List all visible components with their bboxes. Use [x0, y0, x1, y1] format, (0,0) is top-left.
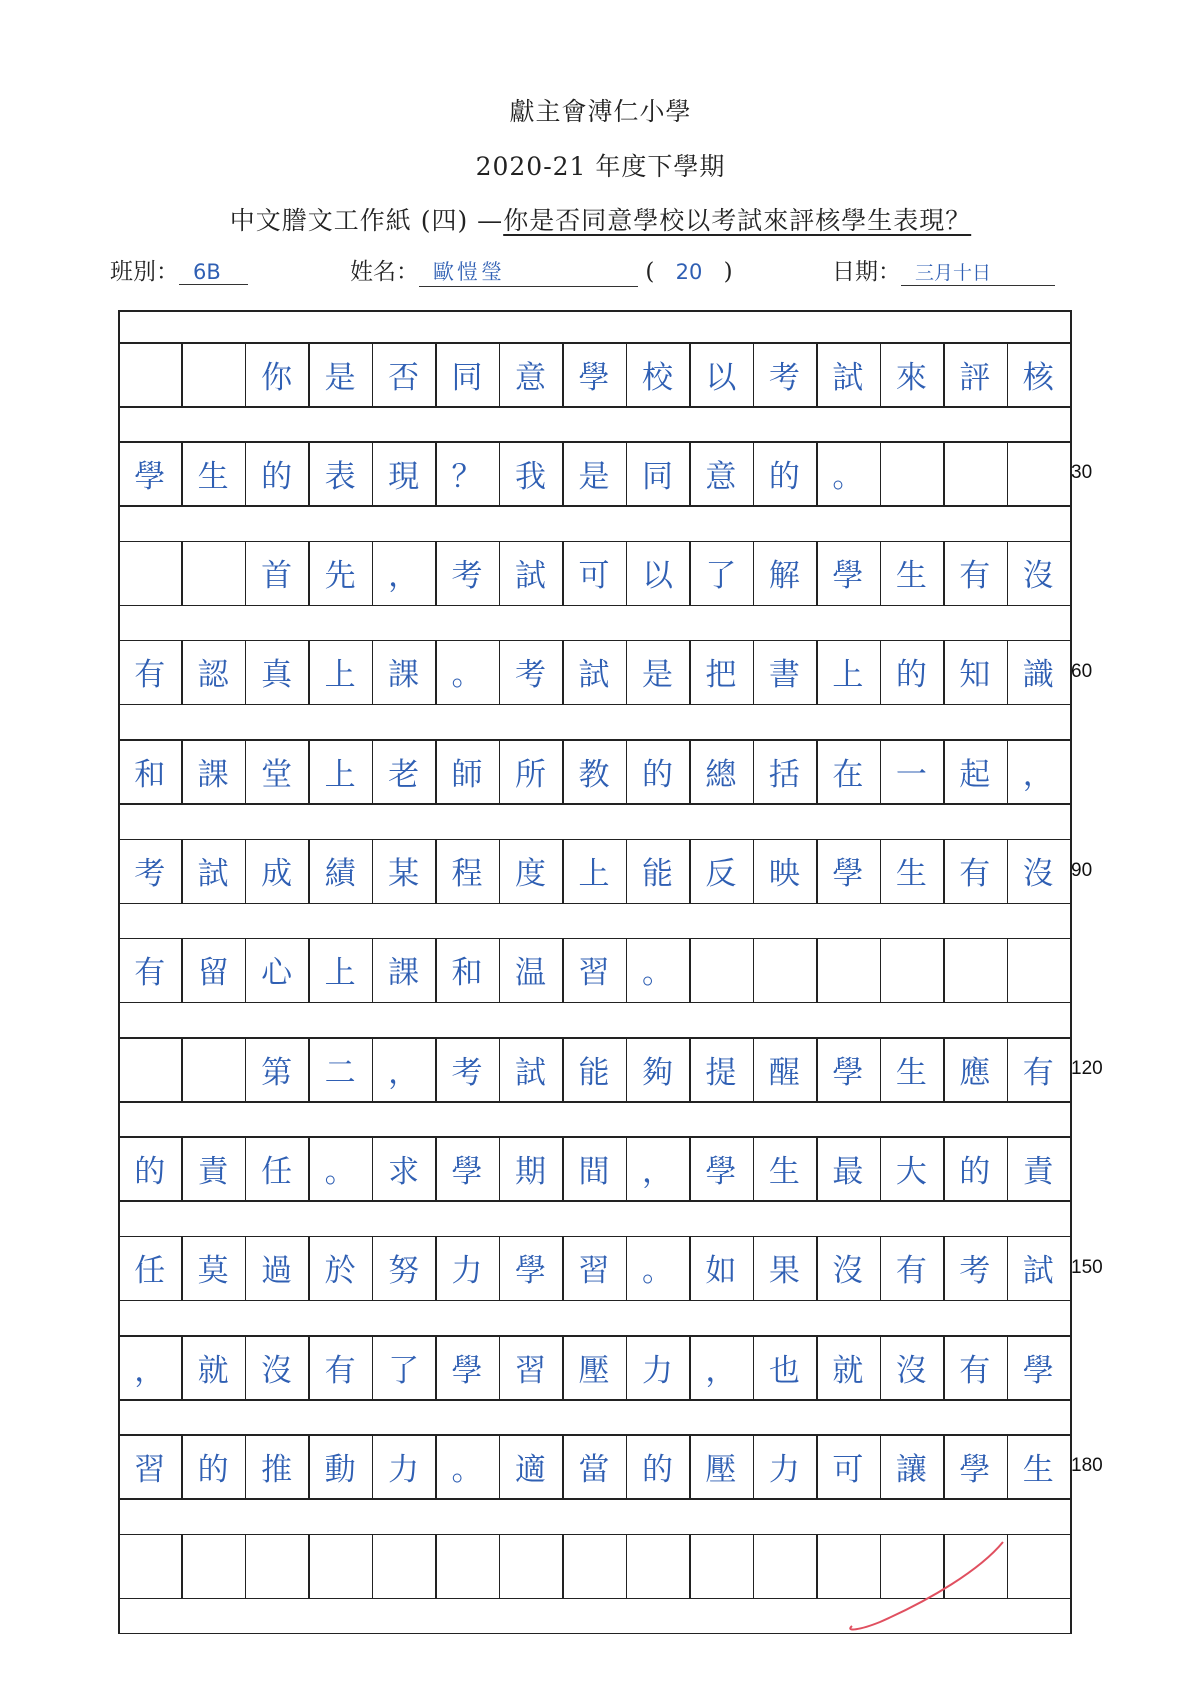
grid-cell: 否 [388, 359, 420, 396]
grid-cell: 的 [134, 1153, 166, 1190]
name-label: 姓名： [350, 259, 419, 285]
grid-cell: 沒 [1022, 558, 1054, 595]
grid-cell [880, 1534, 943, 1598]
grid-cell [689, 938, 752, 1002]
grid-cell: 括 [768, 756, 800, 793]
grid-frame-top [118, 310, 1070, 312]
grid-cell: 力 [388, 1451, 420, 1488]
grid-cell: 映 [768, 856, 800, 892]
grid-cell [118, 342, 181, 406]
grid-cell: 如 [705, 1253, 737, 1290]
grid-cell: 間 [578, 1153, 610, 1190]
grid-row-line [118, 605, 1070, 607]
grid-cell: 應 [959, 1054, 991, 1091]
character-count: 90 [1071, 859, 1093, 881]
grid-cell [118, 1534, 181, 1598]
grid-cell: 的 [959, 1153, 991, 1190]
grid-cell [181, 1534, 244, 1598]
essay-question: 你是否同意學校以考試來評核學生表現？ [503, 206, 972, 235]
grid-cell: 意 [705, 458, 737, 495]
grid-row-line [118, 406, 1070, 408]
grid-cell: 意 [515, 359, 547, 396]
grid-cell: 績 [324, 856, 356, 892]
grid-cell: 試 [1022, 1253, 1054, 1290]
grid-cell: 過 [261, 1253, 293, 1290]
grid-cell: 生 [768, 1153, 800, 1190]
date-label: 日期： [832, 259, 901, 285]
class-label: 班別： [110, 259, 179, 285]
character-count: 60 [1071, 660, 1093, 682]
character-count: 30 [1071, 462, 1093, 484]
grid-cell: 可 [832, 1451, 864, 1488]
grid-cell: 習 [134, 1451, 166, 1488]
grid-cell: 有 [959, 856, 991, 892]
grid-cell: 以 [705, 359, 737, 396]
grid-cell: 。 [451, 657, 483, 694]
grid-cell: 我 [515, 458, 547, 495]
grid-cell: ， [134, 1352, 166, 1389]
grid-cell: 習 [515, 1352, 547, 1389]
grid-cell: 有 [324, 1352, 356, 1389]
grid-cell: 當 [578, 1451, 610, 1488]
grid-cell: 醒 [768, 1054, 800, 1091]
grid-cell: 來 [895, 359, 927, 396]
grid-cell: 的 [197, 1451, 229, 1488]
grid-cell: 上 [578, 856, 610, 892]
class-field [110, 253, 248, 286]
grid-cell: 成 [261, 856, 293, 892]
grid-cell: 能 [578, 1054, 610, 1091]
grid-cell: ， [388, 558, 420, 595]
grid-cell: 教 [578, 756, 610, 793]
grid-cell [753, 1534, 816, 1598]
grid-cell: 老 [388, 756, 420, 793]
grid-cell: 學 [832, 1054, 864, 1091]
grid-row-line [118, 903, 1070, 905]
grid-cell: 習 [578, 955, 610, 992]
character-count: 120 [1071, 1058, 1103, 1080]
grid-cell: 堂 [261, 756, 293, 793]
grid-cell: 試 [832, 359, 864, 396]
grid-cell: ？ [451, 458, 483, 495]
grid-cell: 力 [641, 1352, 673, 1389]
grid-cell: 生 [895, 558, 927, 595]
number-open: ( [645, 259, 655, 285]
grid-cell: 習 [578, 1253, 610, 1290]
grid-cell: 適 [515, 1451, 547, 1488]
grid-row-line [118, 1598, 1070, 1600]
grid-cell: 你 [261, 359, 293, 396]
grid-cell: 力 [451, 1253, 483, 1290]
grid-cell: 試 [515, 1054, 547, 1091]
grid-cell: 留 [197, 955, 229, 992]
worksheet-name: 中文謄文工作紙 (四) — [229, 206, 504, 235]
grid-cell: 沒 [832, 1253, 864, 1290]
grid-cell: 生 [895, 856, 927, 892]
grid-cell: 程 [451, 856, 483, 892]
grid-cell: 把 [705, 657, 737, 694]
grid-cell: 試 [197, 856, 229, 892]
grid-cell [880, 441, 943, 505]
grid-row-line [118, 1101, 1070, 1103]
grid-cell [181, 541, 244, 605]
grid-cell [943, 1534, 1006, 1598]
grid-cell: 學 [832, 558, 864, 595]
grid-cell: 總 [705, 756, 737, 793]
grid-cell: 沒 [1022, 856, 1054, 892]
grid-cell: 。 [641, 1253, 673, 1290]
grid-row-line [118, 505, 1070, 507]
grid-cell: 的 [641, 1451, 673, 1488]
grid-row-line [118, 1300, 1070, 1302]
grid-frame-bottom [118, 1633, 1072, 1635]
character-count: 180 [1071, 1455, 1103, 1477]
grid-cell: 同 [451, 359, 483, 396]
grid-cell [562, 1534, 625, 1598]
term-label: 2020-21 年度下學期 [475, 152, 726, 181]
character-count: 150 [1071, 1256, 1103, 1278]
grid-cell: 核 [1022, 359, 1054, 396]
grid-cell: 期 [515, 1153, 547, 1190]
grid-cell: 學 [832, 856, 864, 892]
grid-cell: 大 [895, 1153, 927, 1190]
grid-cell: 生 [1022, 1451, 1054, 1488]
grid-cell [435, 1534, 498, 1598]
number-close: ) [723, 259, 733, 285]
grid-cell: 。 [451, 1451, 483, 1488]
grid-cell: 能 [641, 856, 673, 892]
grid-cell: 校 [641, 359, 673, 396]
grid-cell: 任 [134, 1253, 166, 1290]
grid-cell: 有 [1022, 1054, 1054, 1091]
grid-cell [816, 938, 879, 1002]
grid-cell: 。 [324, 1153, 356, 1190]
grid-cell: 師 [451, 756, 483, 793]
student-number[interactable]: 20 [675, 260, 703, 284]
grid-cell [118, 1037, 181, 1101]
grid-cell: ， [641, 1153, 673, 1190]
grid-cell: 温 [515, 955, 547, 992]
grid-cell: 上 [324, 955, 356, 992]
grid-cell: 識 [1022, 657, 1054, 694]
grid-cell: 於 [324, 1253, 356, 1290]
grid-cell: 考 [451, 558, 483, 595]
grid-cell [689, 1534, 752, 1598]
grid-cell: 以 [641, 558, 673, 595]
grid-cell [816, 1534, 879, 1598]
grid-cell: ， [388, 1054, 420, 1091]
grid-cell: 考 [451, 1054, 483, 1091]
grid-cell: 知 [959, 657, 991, 694]
grid-cell: 了 [705, 558, 737, 595]
grid-cell [118, 541, 181, 605]
grid-cell [943, 938, 1006, 1002]
grid-cell [1007, 1534, 1070, 1598]
grid-cell: 有 [959, 558, 991, 595]
grid-cell: 學 [959, 1451, 991, 1488]
grid-cell: 學 [705, 1153, 737, 1190]
grid-cell: 壓 [705, 1451, 737, 1488]
grid-cell: 學 [451, 1153, 483, 1190]
grid-cell: 認 [197, 657, 229, 694]
grid-row-line [118, 1002, 1070, 1004]
grid-cell: 試 [578, 657, 610, 694]
grid-cell: 課 [388, 657, 420, 694]
grid-cell [1007, 938, 1070, 1002]
grid-cell: 學 [1022, 1352, 1054, 1389]
grid-cell: 課 [388, 955, 420, 992]
grid-cell: 的 [768, 458, 800, 495]
grid-cell: 上 [324, 756, 356, 793]
grid-cell: 有 [134, 955, 166, 992]
grid-cell: 學 [134, 458, 166, 495]
grid-cell: 試 [515, 558, 547, 595]
grid-cell: 解 [768, 558, 800, 595]
grid-cell: 沒 [261, 1352, 293, 1389]
grid-cell: 可 [578, 558, 610, 595]
grid-row-line [118, 1399, 1070, 1401]
grid-cell: 考 [959, 1253, 991, 1290]
grid-cell: 任 [261, 1153, 293, 1190]
grid-cell: 讓 [895, 1451, 927, 1488]
grid-row-line [118, 1200, 1070, 1202]
grid-cell: 首 [261, 558, 293, 595]
grid-cell: 有 [959, 1352, 991, 1389]
grid-cell: 最 [832, 1153, 864, 1190]
grid-cell: 的 [261, 458, 293, 495]
grid-cell [181, 342, 244, 406]
name-value[interactable]: 歐愷瑩 [419, 256, 638, 287]
grid-cell: 一 [895, 756, 927, 793]
grid-cell: 反 [705, 856, 737, 892]
grid-cell: 責 [197, 1153, 229, 1190]
school-name: 獻主會溥仁小學 [509, 97, 692, 126]
grid-cell: 有 [134, 657, 166, 694]
grid-cell [245, 1534, 308, 1598]
grid-cell: ， [1022, 756, 1054, 793]
worksheet-title [0, 201, 1201, 237]
grid-cell: 也 [768, 1352, 800, 1389]
grid-cell: 動 [324, 1451, 356, 1488]
grid-cell: 提 [705, 1054, 737, 1091]
date-field [832, 253, 1055, 286]
grid-cell: 考 [768, 359, 800, 396]
grid-cell: 考 [515, 657, 547, 694]
grid-row-line [118, 803, 1070, 805]
grid-cell: 果 [768, 1253, 800, 1290]
grid-cell: 表 [324, 458, 356, 495]
grid-cell: 莫 [197, 1253, 229, 1290]
grid-cell [753, 938, 816, 1002]
grid-cell [372, 1534, 435, 1598]
grid-cell: 現 [388, 458, 420, 495]
grid-cell: 。 [641, 955, 673, 992]
class-value[interactable]: 6B [179, 260, 248, 285]
grid-row-line [118, 1498, 1070, 1500]
grid-cell: 的 [641, 756, 673, 793]
grid-cell: 有 [895, 1253, 927, 1290]
grid-cell: 的 [895, 657, 927, 694]
grid-cell: 推 [261, 1451, 293, 1488]
grid-cell: 了 [388, 1352, 420, 1389]
grid-cell: 心 [261, 955, 293, 992]
grid-cell: 課 [197, 756, 229, 793]
grid-cell: 先 [324, 558, 356, 595]
grid-cell: 是 [641, 657, 673, 694]
grid-cell: 起 [959, 756, 991, 793]
date-value[interactable]: 三月十日 [901, 258, 1055, 286]
grid-cell: 度 [515, 856, 547, 892]
grid-cell: 真 [261, 657, 293, 694]
grid-cell [880, 938, 943, 1002]
grid-cell: 二 [324, 1054, 356, 1091]
grid-frame-right [1070, 310, 1072, 1633]
grid-cell [499, 1534, 562, 1598]
grid-cell: 書 [768, 657, 800, 694]
grid-cell: 第 [261, 1054, 293, 1091]
grid-cell: 就 [197, 1352, 229, 1389]
grid-cell: 和 [451, 955, 483, 992]
grid-cell: 在 [832, 756, 864, 793]
grid-cell: 同 [641, 458, 673, 495]
grid-cell [308, 1534, 371, 1598]
grid-cell: 學 [578, 359, 610, 396]
grid-cell: ， [705, 1352, 737, 1389]
grid-cell: 努 [388, 1253, 420, 1290]
grid-cell: 就 [832, 1352, 864, 1389]
grid-cell [626, 1534, 689, 1598]
grid-cell: 評 [959, 359, 991, 396]
grid-cell [1007, 441, 1070, 505]
grid-cell: 。 [832, 458, 864, 495]
grid-cell: 上 [832, 657, 864, 694]
grid-cell: 考 [134, 856, 166, 892]
grid-cell: 是 [324, 359, 356, 396]
grid-cell: 壓 [578, 1352, 610, 1389]
grid-cell: 責 [1022, 1153, 1054, 1190]
grid-cell: 夠 [641, 1054, 673, 1091]
grid-cell: 所 [515, 756, 547, 793]
grid-cell [943, 441, 1006, 505]
grid-cell: 沒 [895, 1352, 927, 1389]
grid-cell: 生 [895, 1054, 927, 1091]
grid-cell: 學 [515, 1253, 547, 1290]
name-field [350, 253, 733, 287]
grid-cell: 某 [388, 856, 420, 892]
grid-cell: 是 [578, 458, 610, 495]
grid-cell: 學 [451, 1352, 483, 1389]
grid-cell: 求 [388, 1153, 420, 1190]
grid-cell [181, 1037, 244, 1101]
grid-row-line [118, 704, 1070, 706]
grid-cell: 和 [134, 756, 166, 793]
grid-cell: 生 [197, 458, 229, 495]
grid-cell: 上 [324, 657, 356, 694]
grid-cell: 力 [768, 1451, 800, 1488]
